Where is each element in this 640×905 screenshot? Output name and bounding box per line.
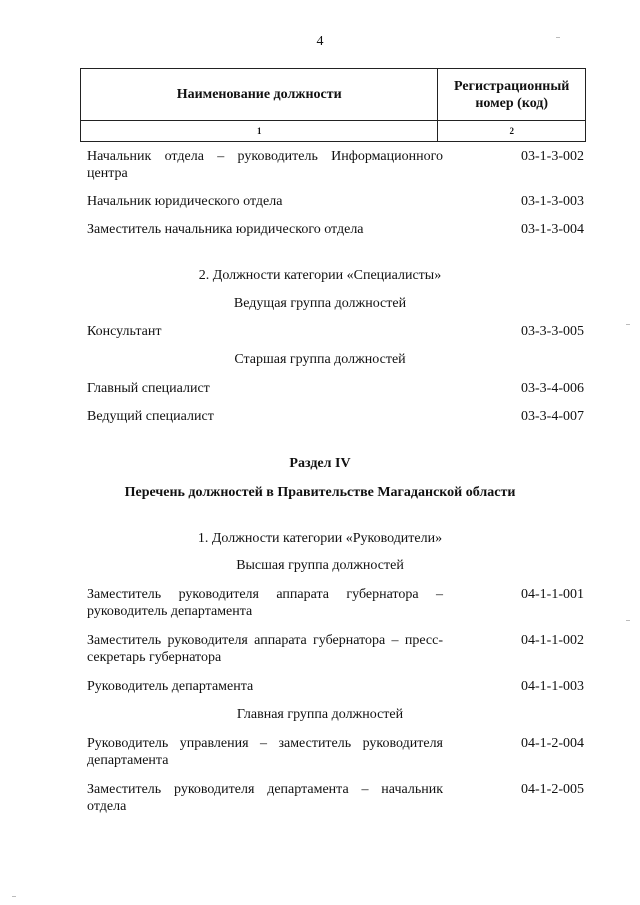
position-code: 03-3-4-007 xyxy=(521,409,584,424)
position-code: 04-1-1-002 xyxy=(521,633,584,648)
group-heading-main: Главная группа должностей xyxy=(236,707,404,722)
section-title: Перечень должностей в Правительстве Магаданской области xyxy=(124,485,516,500)
group-heading-senior: Старшая группа должностей xyxy=(234,352,406,367)
position-title: Ведущий специалист xyxy=(87,409,214,424)
position-title: Руководитель управления – заместитель руководителя департамента xyxy=(87,736,443,768)
position-title: Главный специалист xyxy=(87,381,210,396)
position-code: 03-1-3-003 xyxy=(521,194,584,209)
column-header-position-name: Наименование должности xyxy=(81,69,438,121)
position-title: Заместитель руководителя аппарата губернатора – пресс-секретарь губернатора xyxy=(87,633,443,665)
scan-mark xyxy=(626,324,630,325)
category-heading-managers: 1. Должности категории «Руководители» xyxy=(197,531,443,546)
position-title: Заместитель руководителя департамента – начальник отдела xyxy=(87,782,443,814)
scan-mark xyxy=(626,620,630,621)
position-code: 03-1-3-004 xyxy=(521,222,584,237)
position-code: 03-3-3-005 xyxy=(521,324,584,339)
position-title: Начальник юридического отдела xyxy=(87,194,283,209)
position-title: Заместитель руководителя аппарата губернатора – руководитель департамента xyxy=(87,587,443,619)
position-code: 04-1-1-003 xyxy=(521,679,584,694)
position-code: 04-1-2-004 xyxy=(521,736,584,751)
column-header-registration-code: Регистрационный номер (код) xyxy=(438,69,586,121)
position-code: 04-1-2-005 xyxy=(521,782,584,797)
position-code: 03-3-4-006 xyxy=(521,381,584,396)
position-title: Начальник отдела – руководитель Информационного центра xyxy=(87,149,443,181)
position-title: Руководитель департамента xyxy=(87,679,254,694)
group-heading-leading: Ведущая группа должностей xyxy=(233,296,407,311)
position-title: Консультант xyxy=(87,324,162,339)
section-heading: Раздел IV xyxy=(289,456,351,471)
column-number-2: 2 xyxy=(438,121,586,142)
position-code: 04-1-1-001 xyxy=(521,587,584,602)
column-number-1: 1 xyxy=(81,121,438,142)
position-code: 03-1-3-002 xyxy=(521,149,584,164)
group-heading-highest: Высшая группа должностей xyxy=(236,558,404,573)
page-number: 4 xyxy=(316,34,324,49)
position-title: Заместитель начальника юридического отдела xyxy=(87,222,364,237)
positions-table-header xyxy=(80,68,586,142)
scan-mark xyxy=(12,896,16,897)
scan-mark xyxy=(556,37,560,38)
category-heading-specialists: 2. Должности категории «Специалисты» xyxy=(198,268,442,283)
